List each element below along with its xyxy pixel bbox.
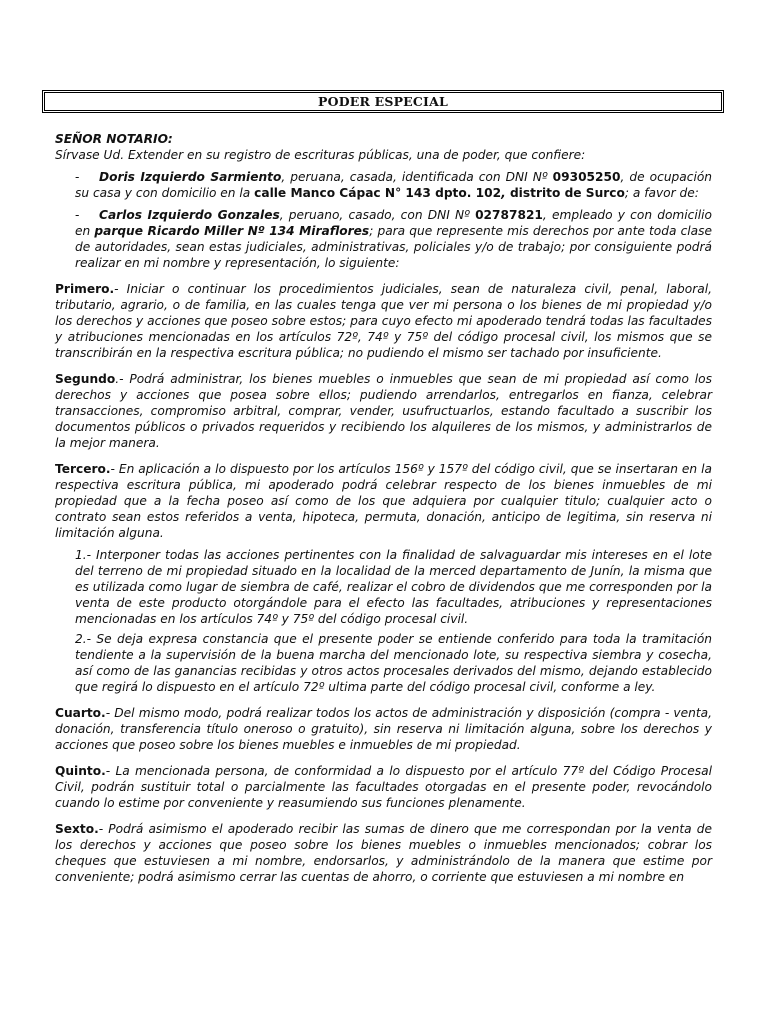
grantor-comma: , xyxy=(501,186,506,200)
tercero-item-1: 1.- Interponer todas las acciones pertinentes con la finalidad de salvaguardar mis intereses en el lote del terreno de mi propiedad situado en la localidad de la merced departamento de Junín, la misma que es utilizada como lugar de siembra de café, realizar el cobro de dividendos que me corresponden por la venta de este producto otorgándole para el efecto las facultades, atribuciones y representaciones mencionadas en los artículos 74º y 75º del código procesal civil. xyxy=(75,548,712,626)
intro-paragraph: Sírvase Ud. Extender en su registro de escrituras públicas, una de poder, que confiere: xyxy=(55,148,586,162)
document-title: PODER ESPECIAL xyxy=(318,94,448,109)
grantor-dash: - xyxy=(75,170,80,184)
clause-tercero xyxy=(55,461,712,541)
clause-sexto-label: Sexto. xyxy=(55,822,99,836)
clause-sexto xyxy=(55,821,712,885)
attorney-text-2: , empleado y con domicilio en xyxy=(75,208,712,238)
attorney-address: parque Ricardo Miller Nº 134 Miraflores xyxy=(94,224,370,238)
attorney-text-3: ; para que represente mis derechos por ante toda clase de autoridades, sean estas judiciales, administrativas, policiales y/o de trabajo; por consiguiente podrá realizar en mi nombre y representación, lo siguiente: xyxy=(75,224,712,270)
attorney-name: Carlos Izquierdo Gonzales xyxy=(99,208,280,222)
clause-quinto xyxy=(55,763,712,811)
clause-tercero-label: Tercero. xyxy=(55,462,111,476)
clause-segundo-label: Segundo xyxy=(55,372,116,386)
clause-primero-label: Primero. xyxy=(55,282,115,296)
clause-primero xyxy=(55,281,712,361)
grantor-address: calle Manco Cápac N° 143 dpto. 102 xyxy=(254,186,502,200)
clause-quinto-text: - La mencionada persona, de conformidad a lo dispuesto por el artículo 77º del Código Procesal Civil, podrán sustituir total o parcialmente las facultades otorgadas en el presente poder, revocándolo cuando lo estime por conveniente y reasumiendo sus funciones plenamente. xyxy=(55,764,712,810)
clause-segundo xyxy=(55,371,712,451)
clause-tercero-text: - En aplicación a lo dispuesto por los artículos 156º y 157º del código civil, que se insertaran en la respectiva escritura pública, mi apoderado podrá celebrar respecto de los bienes inmuebles de mi propiedad que a la fecha poseo así como de los que adquiera por cualquier titulo; cualquier acto o contrato sean estos referidos a venta, hipoteca, permuta, donación, anticipo de legitima, sin reserva ni limitación alguna. xyxy=(55,462,712,540)
grantor-text-2: , de ocupación su casa y con domicilio en la xyxy=(75,170,713,200)
clause-primero-text: - Iniciar o continuar los procedimientos judiciales, sean de naturaleza civil, penal, laboral, tributario, agrario, o de familia, en las cuales tenga que ver mi persona o los bienes de mi propiedad y/o los derechos y acciones que poseo sobre estos; para cuyo efecto mi apoderado tendrá todas las facultades y atribuciones mencionadas en los artículos 72º, 74º y 75º del código procesal civil, los mismos que se transcribirán en la respectiva escritura pública; no pudiendo el mismo ser tachado por insuficiente. xyxy=(55,282,712,360)
grantor-name: Doris Izquierdo Sarmiento xyxy=(99,170,282,184)
clause-cuarto-label: Cuarto. xyxy=(55,706,106,720)
title-box xyxy=(44,92,722,111)
grantor-text-1: , peruana, casada, identificada con DNI Nº xyxy=(281,170,553,184)
clause-cuarto xyxy=(55,705,712,753)
clause-segundo-text: .- Podrá administrar, los bienes muebles o inmuebles que sean de mi propiedad así como los derechos y acciones que posea sobre ellos; pudiendo arrendarlos, entregarlos en fianza, celebrar transacciones, compromiso arbitral, comprar, vender, usufructuarlos, estando facultado a suscribir los documentos públicos o privados requeridos y recibiendo los alquileres de los mismos, y administrarlos de la mejor manera. xyxy=(55,372,712,450)
clause-sexto-text: - Podrá asimismo el apoderado recibir las sumas de dinero que me correspondan por la venta de los derechos y acciones que poseo sobre los bienes muebles o inmuebles mencionados; cobrar los cheques que estuviesen a mi nombre, endorsarlos, y administrándolo de la manera que estime por conveniente; podrá asimismo cerrar las cuentas de ahorro, o corriente que estuviesen a mi nombre en xyxy=(55,822,712,884)
clause-cuarto-text: - Del mismo modo, podrá realizar todos los actos de administración y disposición (compra - venta, donación, transferencia título oneroso o gratuito), sin reserva ni limitación alguna, sobre los derechos y acciones que poseo sobre los bienes muebles e inmuebles de mi propiedad. xyxy=(55,706,712,752)
grantor-paragraph xyxy=(55,169,712,201)
grantor-district: distrito de Surco xyxy=(505,186,625,200)
salutation: SEÑOR NOTARIO: xyxy=(55,132,173,146)
document-body xyxy=(55,131,712,885)
clause-quinto-label: Quinto. xyxy=(55,764,106,778)
attorney-paragraph xyxy=(55,207,712,271)
tercero-item-2: 2.- Se deja expresa constancia que el presente poder se entiende conferido para toda la tramitación tendiente a la supervisión de la buena marcha del mencionado lote, su respectiva siembra y cosecha, así como de las ganancias recibidas y otros actos procesales derivados del mismo, dejando establecido que regirá lo dispuesto en el artículo 72º ultima parte del código procesal civil, conforme a ley. xyxy=(75,632,712,694)
attorney-dni: 02787821 xyxy=(475,208,543,222)
grantor-dni: 09305250 xyxy=(552,170,621,184)
attorney-dash: - xyxy=(75,208,80,222)
attorney-text-1: , peruano, casado, con DNI Nº xyxy=(279,208,476,222)
grantor-text-3: ; a favor de: xyxy=(624,186,699,200)
